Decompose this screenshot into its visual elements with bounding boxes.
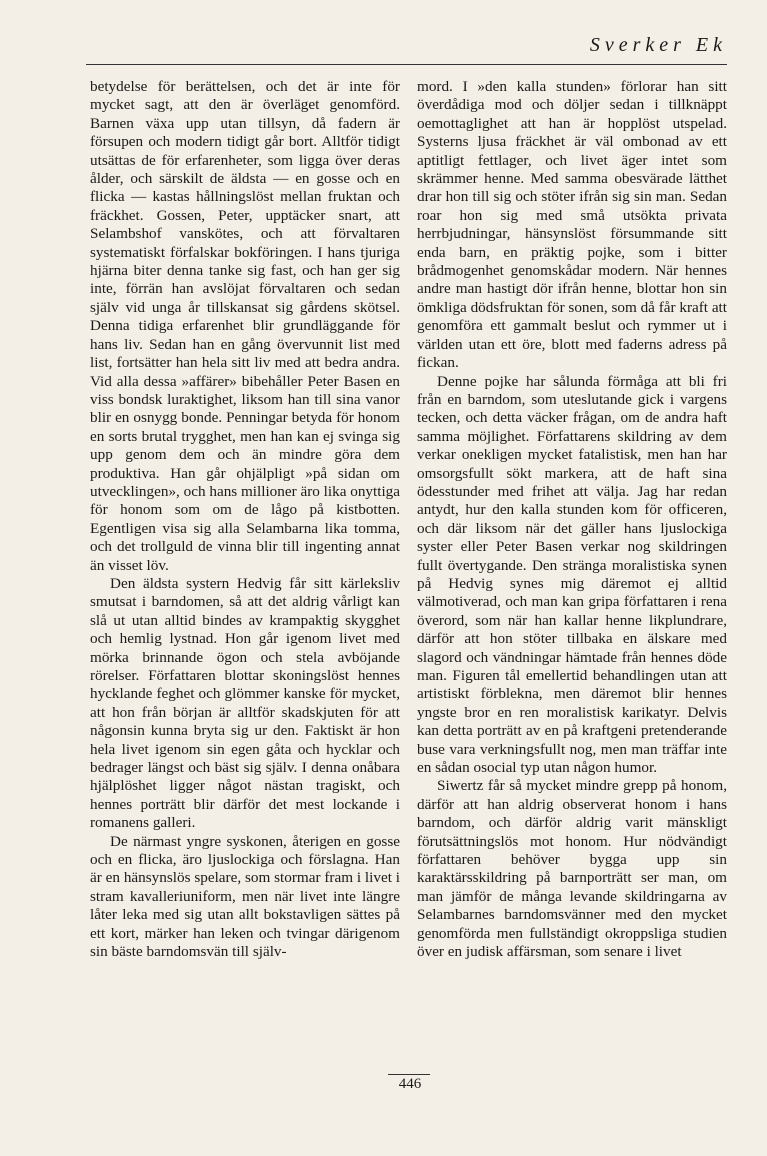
paragraph: Denne pojke har sålunda förmåga att bli fri från en barndom, som uteslutande gick i vargens tecken, och detta väcker frågan, om de andra haft samma möjlighet. Författarens skildring av dem verkar onekligen mycket fatalistisk, men han har omsorgsfullt sökt markera, att de haft sina ödesstunder med frihet att välja. Jag har redan antydt, hur den kalla stunden kom för officeren, och där liksom när det gäller hans ljuslockiga syster eller Peter Basen verkar nog skildringen fullt övertygande. Den stränga moralistiska synen på Hedvig synes mig däremot ej alltid välmotiverad, och man kan gripa författaren i rena överord, som när han kallar henne likplundrare, därför att hon stöter tillbaka en älskare med slagord och vändningar hämtade från hennes döde man. Figuren tål emellertid behandlingen utan att artistiskt förblekna, men däremot blir hennes yngste bror en ren moralistisk karikatyr. Delvis kan detta porträtt av en på kraftgeni pretenderande buse vara verkningsfullt nog, men man träffar inte en sådan osocial typ utan någon humor. xyxy=(417,372,727,777)
page-number: 446 xyxy=(398,1076,422,1092)
running-head-title: Sverker Ek xyxy=(589,34,727,56)
header-rule xyxy=(86,64,727,65)
paragraph: Den äldsta systern Hedvig får sitt kärleksliv smutsat i barndomen, så att det aldrig vårligt kan slå ut utan alltid bindes av krampaktig skygghet och hemlig lystnad. Hon går igenom livet med mörka brinnande ögon och stela avböjande rörelser. Författaren blottar skoningslöst hennes hycklande feghet och glömmer kanske för mycket, att hon från början är alltför skadskjuten för att någonsin kunna bryta sig ur den. Faktiskt är hon hela livet igenom sin egen gåta och hycklar och bedrager längst och bäst sig själv. I denna onåbara hjälplöshet ligger något nästan tragiskt, och hennes porträtt blir därför det mest lockande i romanens galleri. xyxy=(90,574,400,832)
paragraph: De närmast yngre syskonen, återigen en gosse och en flicka, äro ljuslockiga och förslagna. Han är en hänsynslös spelare, som stormar fram i livet i stram kavalleriuniform, men när livet inte längre låter leka med sig utan allt bokstavligen sättes på ett kort, märker han leken och tvingar därigenom sin bäste barndomsvän till själv- xyxy=(90,832,400,961)
paragraph: Siwertz får så mycket mindre grepp på honom, därför att han aldrig observerat honom i hans barndom, och därför aldrig varit mänskligt förutsättningslös mot honom. Hur nödvändigt författaren behöver bygga upp sin karaktärsskildring på barnporträtt ser man, om man jämför de många levande skildringarna av Selambarnes barndomsvänner med den mycket genomförda men fullständigt okroppsliga studien över en judisk affärsman, som senare i livet xyxy=(417,777,727,961)
right-column xyxy=(417,78,727,962)
folio-rule xyxy=(388,1074,430,1075)
paragraph: betydelse för berättelsen, och det är inte för mycket sagt, att den är överläget genomförd. Barnen växa upp utan tillsyn, då fadern är försupen och modern tidigt går bort. Alltför tidigt utsättas de för erfarenheter, som ligga över deras ålder, och särskilt de äldsta — en gosse och en flicka — kastas hållningslöst mellan fruktan och fräckhet. Gossen, Peter, upptäcker snart, att Selambshof vanskötes, och att förvaltaren systematiskt förfalskar bokföringen. I hans tjuriga hjärna biter denna tanke sig fast, och han ger sig inte, förrän han avslöjat förvaltaren och sedan själv vid unga år tillskansat sig gårdens skötsel. Denna tidiga erfarenhet blir grundläggande för hans liv. Sedan han en gång övervunnit list med list, fortsätter han hela sitt liv med att bedra andra. Vid alla dessa »affärer» bibehåller Peter Basen en viss bondsk luraktighet, liksom han till sina vanor blir en osnygg bonde. Penningar betyda för honom en sorts brutal trygghet, men han kan ej svinga sig upp genom dem och än mindre göra dem produktiva. Han går ohjälpligt »på sidan om utvecklingen», och hans millioner äro lika onyttiga för honom som om de lågo på kistbotten. Egentligen visa sig alla Selambarna lika tomma, och det trollguld de vinna blir till ingenting annat än visset löv. xyxy=(90,78,401,574)
left-column xyxy=(90,78,400,962)
paragraph: mord. I »den kalla stunden» förlorar han sitt överdådiga mod och döljer sedan i tillknäppt oemottaglighet att han är hopplöst utspelad. Systerns ljusa fräckhet är väl ombonad av ett aptitligt fettlager, och livet äger intet som skrämmer henne. Med samma obesvärade lätthet drar hon till sig och stöter ifrån sig sin man. Sedan roar hon sig med små utsökta privata herrbjudningar, hänsynslöst försummande sitt enda barn, en präktig pojke, som i bitter brådmogenhet genomskådar modern. När hennes andre man hastigt dör ifrån henne, blottar hon sin ömkliga dödsfruktan för sonen, som då får kraft att genomföra ett gammalt beslut och rymmer ut i världen utan ett öre, blott med faderns adress på fickan. xyxy=(417,78,727,372)
